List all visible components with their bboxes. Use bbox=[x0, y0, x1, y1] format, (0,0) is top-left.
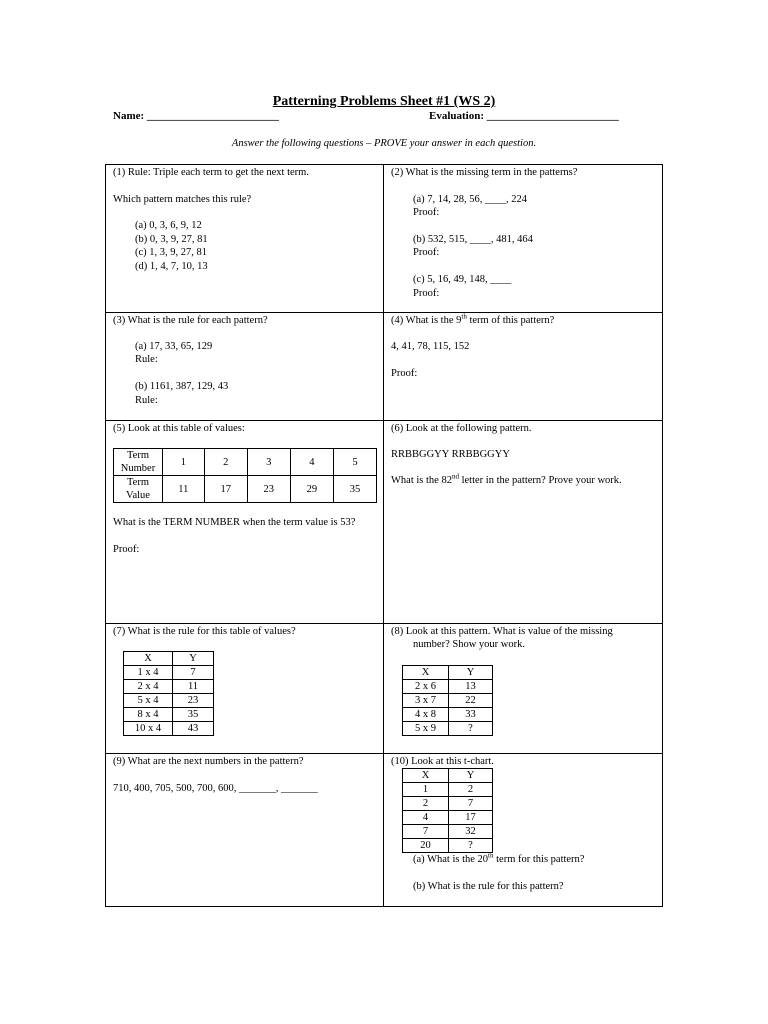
evaluation-field: Evaluation: ________________________ bbox=[429, 110, 619, 122]
q10-part-a: (a) What is the 20th term for this pattern? bbox=[413, 851, 585, 865]
table-cell: 29 bbox=[290, 476, 333, 503]
q1-option-c: (c) 1, 3, 9, 27, 81 bbox=[135, 247, 208, 258]
q2-part-a: (a) 7, 14, 28, 56, ____, 224 bbox=[413, 194, 528, 205]
q1-option-d: (d) 1, 4, 7, 10, 13 bbox=[135, 261, 208, 272]
table-row: 3 x 7 22 bbox=[403, 694, 493, 708]
q3-rule-a: Rule: bbox=[135, 354, 158, 365]
table-row: 10 x 4 43 bbox=[124, 722, 214, 736]
page-title: Patterning Problems Sheet #1 (WS 2) bbox=[272, 94, 496, 109]
q9-sequence: 710, 400, 705, 500, 700, 600, _______, _______ bbox=[113, 783, 318, 794]
table-cell: 3 bbox=[247, 449, 290, 476]
table-row: 7 32 bbox=[403, 825, 493, 839]
table-cell: 5 bbox=[333, 449, 376, 476]
table-row: 2 x 4 11 bbox=[124, 680, 214, 694]
table-row: 8 x 4 35 bbox=[124, 708, 214, 722]
table-header: X bbox=[124, 652, 173, 666]
grid-divider-vertical bbox=[383, 164, 384, 906]
q3-prompt: (3) What is the rule for each pattern? bbox=[113, 315, 268, 326]
question-grid bbox=[105, 164, 663, 907]
q9-prompt: (9) What are the next numbers in the pattern? bbox=[113, 756, 304, 767]
table-row: 5 x 4 23 bbox=[124, 694, 214, 708]
q8-prompt-line1: (8) Look at this pattern. What is value of the missing bbox=[391, 626, 613, 637]
table-row: 2 7 bbox=[403, 797, 493, 811]
q5-question: What is the TERM NUMBER when the term value is 53? bbox=[113, 517, 356, 528]
table-cell: 17 bbox=[204, 476, 247, 503]
q3-part-b: (b) 1161, 387, 129, 43 bbox=[135, 381, 229, 392]
q1-rule: (1) Rule: Triple each term to get the next term. bbox=[113, 167, 309, 178]
q8-xy-table bbox=[402, 665, 493, 736]
q2-part-c: (c) 5, 16, 49, 148, ____ bbox=[413, 274, 512, 285]
q4-prompt: (4) What is the 9th term of this pattern? bbox=[391, 312, 555, 326]
q10-t-chart bbox=[402, 768, 493, 853]
q5-proof: Proof: bbox=[113, 544, 140, 555]
grid-divider-row3 bbox=[105, 623, 662, 624]
q2-proof-b: Proof: bbox=[413, 247, 440, 258]
name-field: Name: ________________________ bbox=[113, 110, 279, 122]
q4-sequence: 4, 41, 78, 115, 152 bbox=[391, 341, 470, 352]
q3-rule-b: Rule: bbox=[135, 395, 158, 406]
q10-prompt: (10) Look at this t-chart. bbox=[391, 756, 494, 767]
q7-xy-table bbox=[123, 651, 214, 736]
q2-proof-a: Proof: bbox=[413, 207, 440, 218]
table-row: 20 ? bbox=[403, 839, 493, 853]
table-cell: 1 bbox=[163, 449, 205, 476]
table-row: 5 x 9 ? bbox=[403, 722, 493, 736]
table-cell: 35 bbox=[333, 476, 376, 503]
instructions: Answer the following questions – PROVE your answer in each question. bbox=[231, 138, 537, 149]
q5-term-value-label: Term Value bbox=[114, 476, 163, 503]
table-row: 2 x 6 13 bbox=[403, 680, 493, 694]
table-row: 1 x 4 7 bbox=[124, 666, 214, 680]
table-cell: 4 bbox=[290, 449, 333, 476]
q5-table-of-values bbox=[113, 448, 377, 503]
grid-divider-row2 bbox=[105, 420, 662, 421]
table-row: 4 17 bbox=[403, 811, 493, 825]
q2-part-b: (b) 532, 515, ____, 481, 464 bbox=[413, 234, 533, 245]
table-cell: 2 bbox=[204, 449, 247, 476]
q10-part-b: (b) What is the rule for this pattern? bbox=[413, 881, 564, 892]
q6-question: What is the 82nd letter in the pattern? Prove your work. bbox=[391, 472, 622, 486]
table-header: Y bbox=[449, 666, 493, 680]
q6-prompt: (6) Look at the following pattern. bbox=[391, 423, 532, 434]
q1-prompt: Which pattern matches this rule? bbox=[113, 194, 252, 205]
table-header: X bbox=[403, 666, 449, 680]
table-cell: 23 bbox=[247, 476, 290, 503]
table-cell: 11 bbox=[163, 476, 205, 503]
q2-prompt: (2) What is the missing term in the patterns? bbox=[391, 167, 578, 178]
q7-prompt: (7) What is the rule for this table of values? bbox=[113, 626, 296, 637]
q4-proof: Proof: bbox=[391, 368, 418, 379]
q5-term-number-label: Term Number bbox=[114, 449, 163, 476]
table-row: 1 2 bbox=[403, 783, 493, 797]
q1-option-b: (b) 0, 3, 9, 27, 81 bbox=[135, 234, 208, 245]
grid-divider-row4 bbox=[105, 753, 662, 754]
table-header: Y bbox=[173, 652, 214, 666]
q8-prompt-line2: number? Show your work. bbox=[413, 639, 525, 650]
q2-proof-c: Proof: bbox=[413, 288, 440, 299]
grid-divider-row1 bbox=[105, 312, 662, 313]
q1-option-a: (a) 0, 3, 6, 9, 12 bbox=[135, 220, 202, 231]
table-header: Y bbox=[449, 769, 493, 783]
q3-part-a: (a) 17, 33, 65, 129 bbox=[135, 341, 213, 352]
table-row: 4 x 8 33 bbox=[403, 708, 493, 722]
table-header: X bbox=[403, 769, 449, 783]
q6-pattern: RRBBGGYY RRBBGGYY bbox=[391, 449, 510, 460]
q5-prompt: (5) Look at this table of values: bbox=[113, 423, 245, 434]
